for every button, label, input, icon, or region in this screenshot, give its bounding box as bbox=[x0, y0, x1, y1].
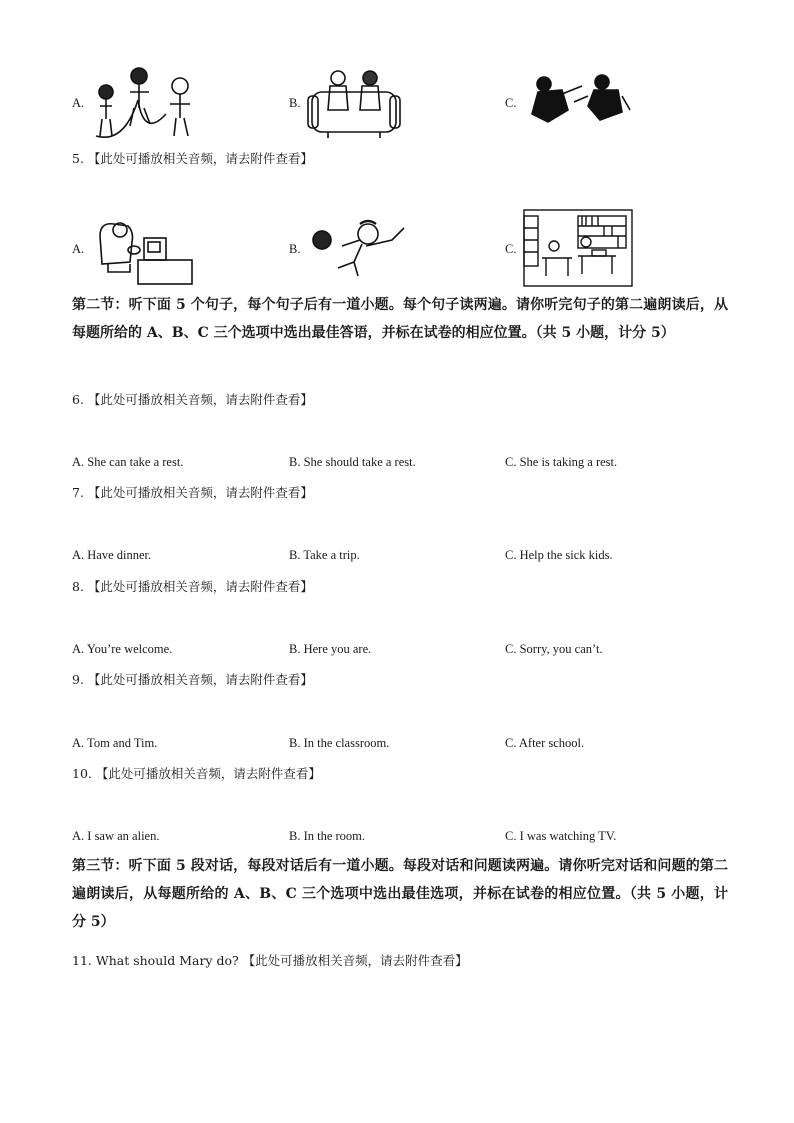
q7-prompt: 7. 【此处可播放相关音频，请去附件查看】 bbox=[72, 485, 313, 500]
q10-option-c: C. I was watching TV. bbox=[505, 829, 617, 843]
q9-option-c: C. After school. bbox=[505, 736, 585, 750]
q6-prompt: 6. 【此处可播放相关音频，请去附件查看】 bbox=[72, 392, 313, 407]
q4-option-a-label: A. bbox=[72, 96, 85, 110]
q8-option-c: C. Sorry, you can’t. bbox=[505, 642, 603, 656]
section-2-instructions: 第二节：听下面 5 个句子，每个句子后有一道小题。每个句子读两遍。请你听完句子的第二遍朗读后，从每题所给的 A、B、C 三个选项中选出最佳答语，并标在试卷的相应位置。（共 5 小题，计分 5） bbox=[72, 297, 728, 341]
q5-option-c-label: C. bbox=[505, 242, 517, 256]
q6-option-a: A. She can take a rest. bbox=[72, 455, 184, 469]
q7-option-a: A. Have dinner. bbox=[72, 548, 152, 562]
q10-option-b: B. In the room. bbox=[289, 829, 366, 843]
q10-option-a: A. I saw an alien. bbox=[72, 829, 160, 843]
q9-option-a: A. Tom and Tim. bbox=[72, 736, 158, 750]
q8-option-a: A. You’re welcome. bbox=[72, 642, 173, 656]
q4-option-b-label: B. bbox=[289, 96, 301, 110]
q5-picture-b-boy-kicking-ball bbox=[308, 210, 408, 282]
section-3-instructions: 第三节：听下面 5 段对话，每段对话后有一道小题。每段对话和问题读两遍。请你听完对话和问题的第二遍朗读后，从每题所给的 A、B、C 三个选项中选出最佳选项，并标在试卷的相应位置。（共 5 小题，计分 5） bbox=[72, 858, 728, 930]
q8-option-b: B. Here you are. bbox=[289, 642, 372, 656]
q4-picture-b-couple-on-sofa bbox=[308, 66, 400, 138]
q5-option-b-label: B. bbox=[289, 242, 301, 256]
q7-option-b: B. Take a trip. bbox=[289, 548, 360, 562]
q10-prompt: 10. 【此处可播放相关音频，请去附件查看】 bbox=[72, 766, 321, 781]
q5-prompt: 5. 【此处可播放相关音频，请去附件查看】 bbox=[72, 151, 313, 166]
q5-option-a-label: A. bbox=[72, 242, 85, 256]
q4-option-c-label: C. bbox=[505, 96, 517, 110]
q4-picture-a-kids-jump-rope bbox=[94, 64, 204, 142]
q8-prompt: 8. 【此处可播放相关音频，请去附件查看】 bbox=[72, 579, 313, 594]
q5-picture-a-person-at-computer bbox=[94, 212, 196, 284]
q6-option-c: C. She is taking a rest. bbox=[505, 455, 618, 469]
q11-prompt: 11. What should Mary do? 【此处可播放相关音频，请去附件查看】 bbox=[72, 953, 468, 968]
q6-option-b: B. She should take a rest. bbox=[289, 455, 416, 469]
q9-option-b: B. In the classroom. bbox=[289, 736, 390, 750]
q9-prompt: 9. 【此处可播放相关音频，请去附件查看】 bbox=[72, 672, 313, 687]
q5-picture-c-students-in-library bbox=[524, 210, 632, 286]
q7-option-c: C. Help the sick kids. bbox=[505, 548, 613, 562]
q4-picture-c-martial-arts-fight bbox=[522, 66, 632, 126]
